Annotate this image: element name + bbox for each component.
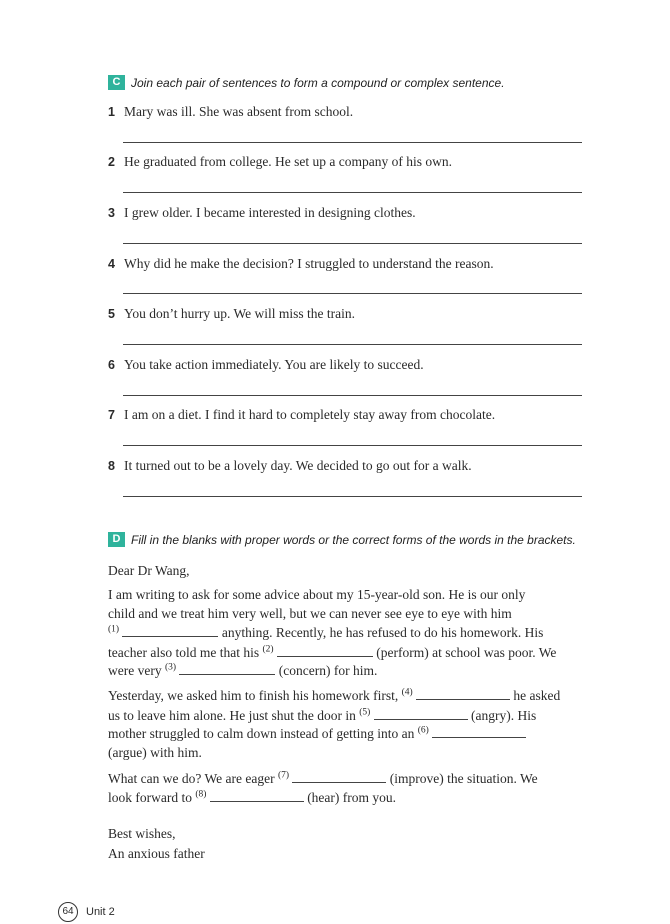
letter-line: look forward to $^{(8)}$ (hear) from you.	[108, 789, 397, 805]
answer-line-1[interactable]	[123, 142, 582, 143]
unit-label: Unit 2	[86, 906, 115, 918]
question-8: 8 It turned out to be a lovely day. We decided to go out for a walk.	[108, 458, 472, 473]
question-2: 2 He graduated from college. He set up a company of his own.	[108, 154, 453, 169]
question-4: 4 Why did he make the decision? I struggled to understand the reason.	[108, 256, 494, 271]
question-5: 5 You don’t hurry up. We will miss the train.	[108, 306, 356, 321]
page-footer	[58, 902, 115, 922]
letter-line: mother struggled to calm down instead of getting into an $^{(6)}$	[108, 725, 526, 742]
blank-6[interactable]	[432, 725, 526, 738]
section-d-header	[108, 532, 576, 547]
letter-line: I am writing to ask for some advice about my 15-year-old son. He is our only	[108, 587, 526, 602]
answer-line-5[interactable]	[123, 344, 582, 345]
section-c-badge: C	[108, 75, 125, 90]
question-6: 6 You take action immediately. You are likely to succeed.	[108, 357, 424, 372]
letter-line: teacher also told me that his $^{(2)}$ (perform) at school was poor. We	[108, 644, 557, 660]
blank-1[interactable]	[122, 624, 218, 637]
answer-line-2[interactable]	[123, 192, 582, 193]
closing: Best wishes,	[108, 826, 176, 841]
letter-line: (argue) with him.	[108, 745, 202, 760]
answer-line-4[interactable]	[123, 293, 582, 294]
blank-number-3: (3)	[164, 662, 177, 673]
answer-line-8[interactable]	[123, 496, 582, 497]
blank-number-2: (2)	[262, 644, 274, 655]
question-3: 3 I grew older. I became interested in designing clothes.	[108, 205, 416, 220]
page-number: 64	[58, 902, 78, 922]
blank-2[interactable]	[277, 644, 373, 657]
letter-line: Yesterday, we asked him to finish his homework first, $^{(4)}$ he asked	[108, 687, 561, 703]
section-d-instruction: Fill in the blanks with proper words or the correct forms of the words in the brackets.	[131, 532, 576, 547]
blank-5[interactable]	[374, 707, 468, 720]
section-d-badge: D	[108, 532, 125, 547]
blank-8[interactable]	[210, 789, 304, 802]
question-1: 1 Mary was ill. She was absent from school.	[108, 104, 354, 119]
blank-number-6: (6)	[417, 725, 429, 736]
letter-line: What can we do? We are eager $^{(7)}$ (improve) the situation. We	[108, 770, 538, 786]
letter-line: $^{(1)}$ anything. Recently, he has refused to do his homework. His	[108, 624, 544, 640]
answer-line-6[interactable]	[123, 395, 582, 396]
letter-line: child and we treat him very well, but we can never see eye to eye with him	[108, 606, 512, 621]
section-c-header	[108, 75, 505, 90]
answer-line-3[interactable]	[123, 243, 582, 244]
blank-7[interactable]	[292, 770, 386, 783]
blank-3[interactable]	[179, 662, 275, 675]
blank-number-7: (7)	[277, 770, 290, 781]
answer-line-7[interactable]	[123, 445, 582, 446]
blank-number-4: (4)	[401, 687, 413, 698]
question-7: 7 I am on a diet. I find it hard to completely stay away from chocolate.	[108, 407, 496, 422]
salutation: Dear Dr Wang,	[108, 563, 190, 578]
letter-line: were very $^{(3)}$ (concern) for him.	[108, 662, 378, 678]
blank-4[interactable]	[416, 687, 510, 700]
blank-number-5: (5)	[359, 707, 371, 718]
section-c-instruction: Join each pair of sentences to form a compound or complex sentence.	[131, 75, 505, 90]
signature: An anxious father	[108, 846, 205, 861]
blank-number-1: (1)	[108, 624, 120, 635]
blank-number-8: (8)	[195, 789, 207, 800]
letter-line: us to leave him alone. He just shut the door in $^{(5)}$ (angry). His	[108, 707, 537, 723]
